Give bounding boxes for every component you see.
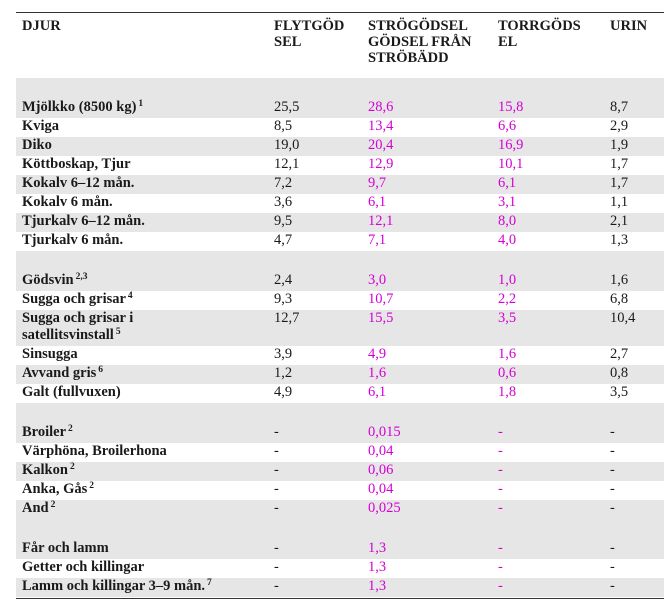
strogodsel-value: 7,1 [368,232,387,248]
torrgodsel-value: - [498,540,503,556]
animal-label-text: Sugga och grisar i [22,310,134,326]
flytgodsel-value: - [274,462,279,478]
animal-label [22,384,121,401]
strogodsel-value: 0,06 [368,462,394,478]
animal-label [22,365,103,382]
strogodsel-value: 13,4 [368,118,394,134]
strogodsel-value: 20,4 [368,137,394,153]
flytgodsel-value: 19,0 [274,137,300,153]
animal-label [22,310,133,344]
torrgodsel-value: - [498,443,503,459]
strogodsel-value: 6,1 [368,194,387,210]
flytgodsel-value: - [274,559,279,575]
footnote-marker: 2,3 [75,272,88,282]
table-row [16,232,664,251]
header-djur: DJUR [22,18,61,34]
animal-label [22,462,75,479]
torrgodsel-value: 6,1 [498,175,517,191]
table-row [16,156,664,175]
animal-label-text: Kokalv 6 mån. [22,194,113,210]
table-row [16,99,664,118]
urin-value: 8,7 [610,99,629,115]
table-row [16,213,664,232]
urin-value: 1,7 [610,156,629,172]
group-spacer [16,78,664,99]
strogodsel-value: 3,0 [368,272,387,288]
animal-label-text: satellitsvinstall [22,327,114,343]
animal-label-text: Broiler [22,424,67,440]
animal-label-text: Galt (fullvuxen) [22,384,121,400]
animal-label-text: Köttboskap, Tjur [22,156,131,172]
flytgodsel-value: 4,9 [274,384,293,400]
flytgodsel-value: - [274,500,279,516]
urin-value: - [610,443,615,459]
animal-label [22,118,59,135]
animal-label [22,481,94,498]
flytgodsel-value: 12,7 [274,310,300,326]
animal-label-text: Tjurkalv 6–12 mån. [22,213,145,229]
table-row [16,291,664,310]
urin-value: 10,4 [610,310,636,326]
animal-label [22,500,55,517]
torrgodsel-value: 4,0 [498,232,517,248]
urin-value: 2,7 [610,346,629,362]
torrgodsel-value: 10,1 [498,156,524,172]
animal-label-text: Anka, Gås [22,481,88,497]
animal-label-text: Avvand gris [22,365,97,381]
footnote-marker: 4 [127,291,133,301]
flytgodsel-value: 25,5 [274,99,300,115]
strogodsel-value: 1,6 [368,365,387,381]
urin-value: 1,3 [610,232,629,248]
urin-value: - [610,462,615,478]
animal-label [22,137,52,154]
table-row [16,578,664,597]
table-header [16,18,664,76]
animal-label-text: Kokalv 6–12 mån. [22,175,135,191]
animal-label-text: Sugga och grisar [22,291,126,307]
animal-label-text: Tjurkalv 6 mån. [22,232,124,248]
table-row [16,346,664,365]
strogodsel-value: 1,3 [368,540,387,556]
table-row [16,194,664,213]
flytgodsel-value: 8,5 [274,118,293,134]
torrgodsel-value: - [498,500,503,516]
strogodsel-value: 10,7 [368,291,394,307]
flytgodsel-value: 7,2 [274,175,293,191]
flytgodsel-value: 4,7 [274,232,293,248]
strogodsel-value: 9,7 [368,175,387,191]
animal-label-text: Kalkon [22,462,68,478]
flytgodsel-value: 2,4 [274,272,293,288]
animal-label [22,272,87,289]
footnote-marker: 5 [115,327,121,337]
footnote-marker: 6 [98,365,104,375]
torrgodsel-value: 2,2 [498,291,517,307]
flytgodsel-value: 1,2 [274,365,293,381]
animal-label [22,424,73,441]
table-row [16,310,664,346]
animal-label-text: Värphöna, Broilerhona [22,443,167,459]
footnote-marker: 2 [89,481,95,491]
torrgodsel-value: 1,8 [498,384,517,400]
torrgodsel-value: - [498,481,503,497]
animal-label-text: Kviga [22,118,60,134]
animal-label-text: Sinsugga [22,346,78,362]
strogodsel-value: 1,3 [368,559,387,575]
group-spacer [16,251,664,272]
torrgodsel-value: - [498,578,503,594]
table-body [16,78,664,597]
table-row [16,137,664,156]
table-row [16,365,664,384]
strogodsel-value: 28,6 [368,99,394,115]
urin-value: - [610,578,615,594]
group-spacer [16,403,664,424]
torrgodsel-value: 1,0 [498,272,517,288]
flytgodsel-value: 3,6 [274,194,293,210]
animal-label [22,346,78,363]
torrgodsel-value: 15,8 [498,99,524,115]
animal-label-text: Lamm och killingar 3–9 mån. [22,578,206,594]
footnote-marker: 1 [138,99,144,109]
animal-label [22,213,145,230]
urin-value: 3,5 [610,384,629,400]
table-row [16,500,664,519]
footnote-marker: 2 [50,500,56,510]
strogodsel-value: 6,1 [368,384,387,400]
table-row [16,443,664,462]
torrgodsel-value: 3,1 [498,194,517,210]
flytgodsel-value: 12,1 [274,156,300,172]
urin-value: - [610,559,615,575]
strogodsel-value: 0,04 [368,443,394,459]
table-row [16,481,664,500]
urin-value: 0,8 [610,365,629,381]
strogodsel-value: 4,9 [368,346,387,362]
table-row [16,384,664,403]
animal-label [22,559,144,576]
urin-value: 1,6 [610,272,629,288]
header-flytgodsel: FLYTGÖD SEL [274,18,345,50]
torrgodsel-value: 1,6 [498,346,517,362]
torrgodsel-value: 3,5 [498,310,517,326]
animal-label-text: Getter och killingar [22,559,145,575]
urin-value: 1,7 [610,175,629,191]
animal-label [22,99,143,116]
table-top-rule [16,12,664,13]
animal-label-text: Mjölkko (8500 kg) [22,99,137,115]
torrgodsel-value: - [498,559,503,575]
animal-label-text: Får och lamm [22,540,109,556]
torrgodsel-value: - [498,424,503,440]
group-spacer [16,519,664,540]
footnote-marker: 2 [68,424,73,434]
animal-label [22,291,133,308]
flytgodsel-value: - [274,443,279,459]
flytgodsel-value: 3,9 [274,346,293,362]
table-row [16,424,664,443]
animal-label [22,194,113,211]
flytgodsel-value: - [274,481,279,497]
animal-label-text: Diko [22,137,52,153]
flytgodsel-value: - [274,424,279,440]
table-row [16,272,664,291]
footnote-marker: 2 [69,462,75,472]
animal-label [22,232,123,249]
flytgodsel-value: - [274,578,279,594]
animal-label [22,175,134,192]
strogodsel-value: 12,1 [368,213,394,229]
strogodsel-value: 1,3 [368,578,387,594]
animal-label [22,156,131,173]
animal-label [22,578,212,595]
flytgodsel-value: - [274,540,279,556]
table-row [16,118,664,137]
table-row [16,462,664,481]
animal-label-text: Gödsvin [22,272,74,288]
urin-value: 1,1 [610,194,629,210]
flytgodsel-value: 9,3 [274,291,293,307]
strogodsel-value: 0,04 [368,481,394,497]
footnote-marker: 7 [207,578,212,588]
urin-value: - [610,500,615,516]
header-urin: URIN [610,18,648,34]
header-torrgodsel: TORRGÖDS EL [498,18,581,50]
torrgodsel-value: 0,6 [498,365,517,381]
strogodsel-value: 0,015 [368,424,401,440]
flytgodsel-value: 9,5 [274,213,293,229]
strogodsel-value: 12,9 [368,156,394,172]
strogodsel-value: 15,5 [368,310,394,326]
urin-value: 2,1 [610,213,629,229]
animal-label [22,443,167,460]
animal-label [22,540,109,557]
urin-value: 2,9 [610,118,629,134]
torrgodsel-value: 8,0 [498,213,517,229]
table-row [16,559,664,578]
table-row [16,175,664,194]
strogodsel-value: 0,025 [368,500,401,516]
torrgodsel-value: 6,6 [498,118,517,134]
urin-value: 6,8 [610,291,629,307]
urin-value: - [610,481,615,497]
urin-value: - [610,540,615,556]
header-strogodsel: STRÖGÖDSEL GÖDSEL FRÅN STRÖBÄDD [368,18,472,66]
animal-label-text: And [22,500,49,516]
urin-value: - [610,424,615,440]
table-row [16,540,664,559]
urin-value: 1,9 [610,137,629,153]
torrgodsel-value: 16,9 [498,137,524,153]
torrgodsel-value: - [498,462,503,478]
